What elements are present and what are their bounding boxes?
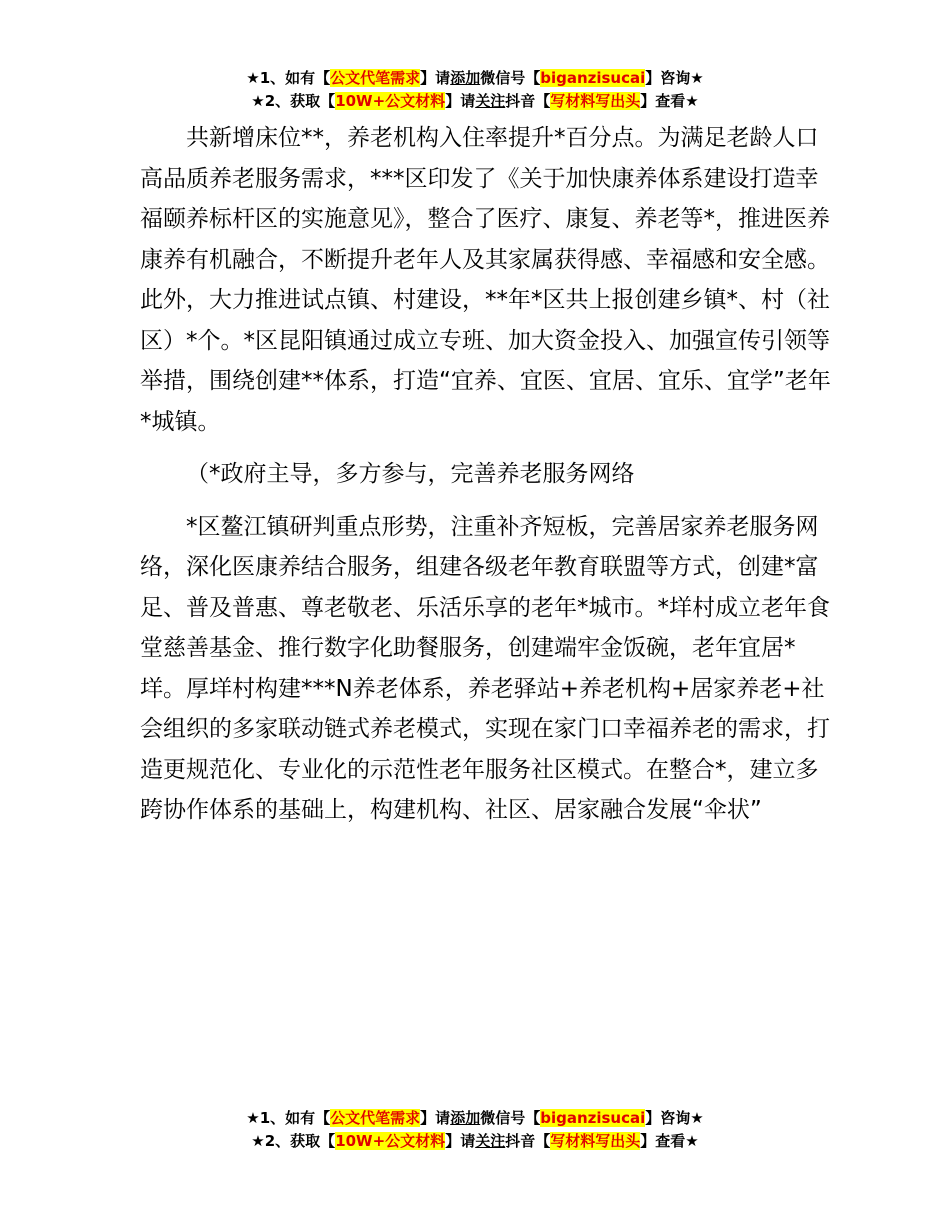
banner-text: 微信号【 (480, 69, 541, 87)
banner-text: ★2、获取【 (251, 1132, 336, 1150)
banner-text: 】查看★ (640, 92, 699, 110)
banner-line-2 (0, 90, 950, 113)
banner-text: 抖音【 (505, 1132, 551, 1150)
banner-text: 】请 (420, 69, 451, 87)
banner-text: 抖音【 (505, 92, 551, 110)
header-banner (0, 67, 950, 113)
banner-text: ★1、如有【 (246, 1109, 331, 1127)
banner-text: 】请 (420, 1109, 451, 1127)
banner-text: 】请 (445, 92, 476, 110)
highlight-service: 公文代笔需求 (330, 1109, 421, 1127)
footer-banner (0, 1107, 950, 1153)
highlight-materials: 10W+公文材料 (335, 1132, 446, 1150)
banner-line-2 (0, 1130, 950, 1153)
section-heading: （*政府主导，多方参与，完善养老服务网络 (186, 461, 635, 487)
document-body (140, 118, 840, 831)
banner-text: 】咨询★ (645, 69, 704, 87)
banner-text: ★2、获取【 (251, 92, 336, 110)
underlined-text: 关注 (475, 92, 506, 110)
banner-text: ★1、如有【 (246, 69, 331, 87)
highlight-wechat-id: biganzisucai (540, 1109, 646, 1127)
banner-text: 】咨询★ (645, 1109, 704, 1127)
paragraph-1: 共新增床位**，养老机构入住率提升*百分点。为满足老龄人口高品质养老服务需求，***区印发了《关于加快康养体系建设打造幸福颐养标杆区的实施意见》，整合了医疗、康复、养老等*，推进医养康养有机融合，不断提升老年人及其家属获得感、幸福感和安全感。此外，大力推进试点镇、村建设，**年*区共上报创建乡镇*、村（社区）*个。*区昆阳镇通过成立专班、加大资金投入、加强宣传引领等举措，围绕创建**体系，打造“宜养、宜医、宜居、宜乐、宜学”老年*城镇。 (140, 125, 831, 435)
highlight-douyin: 写材料写出头 (550, 92, 641, 110)
highlight-douyin: 写材料写出头 (550, 1132, 641, 1150)
banner-text: 】请 (445, 1132, 476, 1150)
highlight-wechat-id: biganzisucai (540, 69, 646, 87)
highlight-materials: 10W+公文材料 (335, 92, 446, 110)
underlined-text: 添加 (450, 1109, 481, 1127)
banner-text: 微信号【 (480, 1109, 541, 1127)
underlined-text: 关注 (475, 1132, 506, 1150)
highlight-service: 公文代笔需求 (330, 69, 421, 87)
banner-line-1 (0, 1107, 950, 1130)
underlined-text: 添加 (450, 69, 481, 87)
banner-text: 】查看★ (640, 1132, 699, 1150)
paragraph-2: *区鳌江镇研判重点形势，注重补齐短板，完善居家养老服务网络，深化医康养结合服务，组建各级老年教育联盟等方式，创建*富足、普及普惠、尊老敬老、乐活乐享的老年*城市。*垟村成立老年食堂慈善基金、推行数字化助餐服务，创建端牢金饭碗，老年宜居*垟。厚垟村构建***N养老体系，养老驿站+养老机构+居家养老+社会组织的多家联动链式养老模式，实现在家门口幸福养老的需求，打造更规范化、专业化的示范性老年服务社区模式。在整合*，建立多跨协作体系的基础上，构建机构、社区、居家融合发展“伞状” (140, 513, 830, 823)
banner-line-1 (0, 67, 950, 90)
